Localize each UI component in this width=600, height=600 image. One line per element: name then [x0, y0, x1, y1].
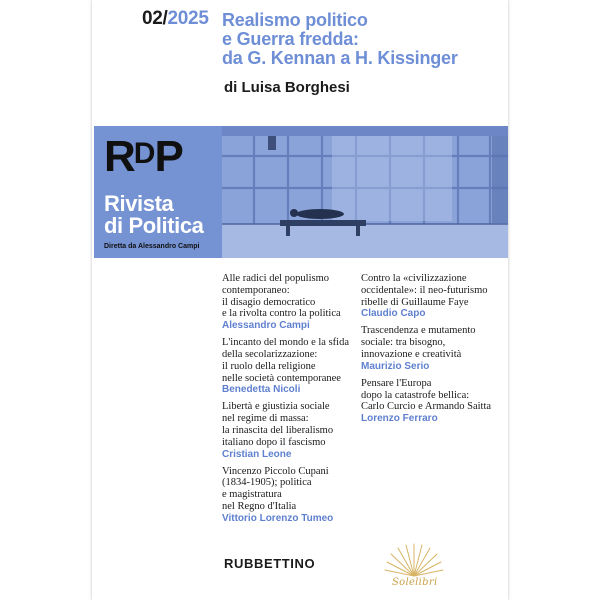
logo-letter-d: D: [133, 137, 155, 170]
toc-author: Claudio Capo: [361, 308, 426, 320]
toc-entry: [222, 273, 362, 332]
toc-entry: [222, 401, 362, 460]
toc-title-line: la rinascita del liberalismo: [222, 424, 334, 436]
title-line: e Guerra fredda:: [222, 29, 359, 49]
toc-title-line: nelle società contemporanee: [222, 372, 341, 384]
logo-letter-p: P: [154, 132, 182, 181]
toc-title-line: il ruolo della religione: [222, 360, 316, 372]
title-line: Realismo politico: [222, 10, 368, 30]
toc-author: Vittorio Lorenzo Tumeo: [222, 512, 334, 524]
toc-author: Alessandro Campi: [222, 320, 310, 332]
solelibri-imprint: Solelibri: [392, 577, 438, 588]
rdp-logo: [104, 132, 182, 179]
toc-title-line: occidentale»: il neo-futurismo: [361, 284, 488, 296]
toc-author: Maurizio Serio: [361, 360, 430, 372]
toc-title-line: (1834-1905); politica: [222, 477, 312, 489]
issue-number-text: 02/: [142, 8, 168, 29]
toc-title-line: e magistratura: [222, 489, 282, 501]
journal-name-line: di Politica: [104, 213, 204, 238]
toc-title-line: Pensare l'Europa: [361, 377, 432, 389]
cover-photo: [222, 126, 508, 258]
title-line: da G. Kennan a H. Kissinger: [222, 48, 458, 68]
toc-title-line: Libertà e giustizia sociale: [222, 401, 330, 413]
toc-title-line: innovazione e creatività: [361, 348, 462, 360]
toc-entry: [361, 378, 506, 425]
toc-title-line: contemporaneo:: [222, 284, 290, 296]
toc-author: Benedetta Nicoli: [222, 384, 301, 396]
toc-entry: [361, 325, 506, 372]
toc-title-line: il disagio democratico: [222, 296, 316, 308]
toc-author: Lorenzo Ferraro: [361, 413, 438, 425]
issue-author: di Luisa Borghesi: [224, 79, 350, 96]
journal-name: [104, 193, 204, 237]
publisher-logo: RUBBETTINO: [224, 556, 316, 571]
station-photo-illustration: [222, 126, 508, 258]
issue-year: 2025: [167, 8, 209, 29]
toc-title-line: L'incanto del mondo e la sfida: [222, 337, 349, 349]
toc-title-line: e la rivolta contro la politica: [222, 308, 341, 320]
toc-left-column: [222, 273, 362, 530]
journal-name-line: Rivista: [104, 191, 174, 216]
toc-title-line: sociale: tra bisogno,: [361, 337, 446, 349]
toc-title-line: ribelle di Guillaume Faye: [361, 296, 469, 308]
toc-title-line: Carlo Curcio e Armando Saitta: [361, 401, 492, 413]
toc-entry: [222, 337, 362, 396]
toc-title-line: nel Regno d'Italia: [222, 500, 297, 512]
journal-director: Diretta da Alessandro Campi: [104, 243, 200, 250]
toc-title-line: Alle radici del populismo: [222, 273, 330, 284]
toc-right-column: [361, 273, 506, 430]
toc-title-line: Vincenzo Piccolo Cupani: [222, 465, 329, 477]
toc-title-line: italiano dopo il fascismo: [222, 436, 326, 448]
toc-entry: [361, 273, 506, 320]
logo-letter-r: R: [104, 132, 134, 181]
issue-number: [142, 8, 209, 30]
toc-entry: [222, 466, 362, 525]
toc-title-line: nel regime di massa:: [222, 413, 309, 425]
toc-title-line: Trascendenza e mutamento: [361, 325, 476, 337]
toc-title-line: Contro la «civilizzazione: [361, 273, 467, 284]
toc-title-line: dopo la catastrofe bellica:: [361, 389, 470, 401]
issue-title: [222, 11, 502, 68]
toc-author: Cristian Leone: [222, 448, 292, 460]
toc-title-line: della secolarizzazione:: [222, 348, 318, 360]
